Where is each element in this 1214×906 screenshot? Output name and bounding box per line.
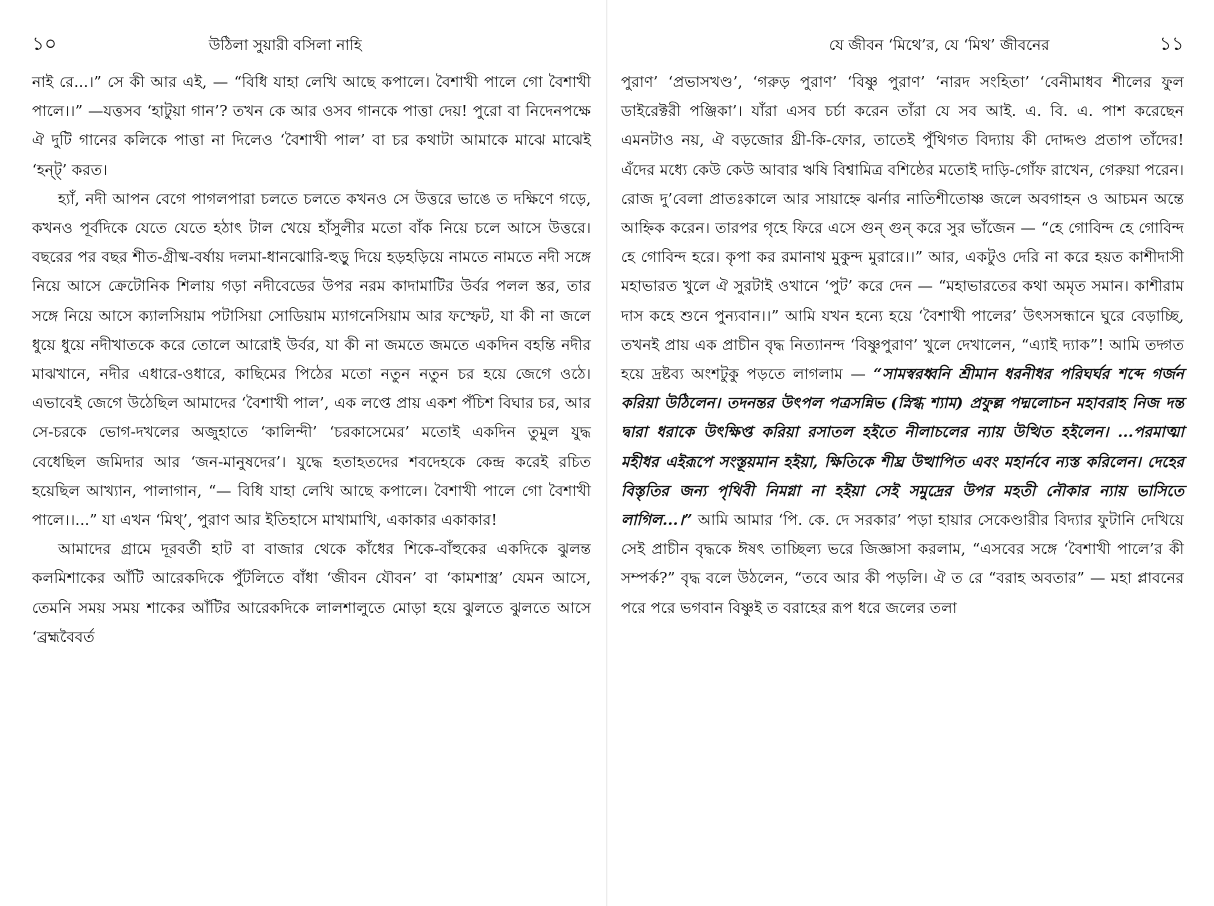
left-page-header <box>32 30 591 64</box>
right-page-header <box>621 30 1184 64</box>
right-page-body <box>621 68 1184 623</box>
paragraph-1 <box>621 68 1184 623</box>
page-number-left: ১০ <box>32 33 57 55</box>
left-page-body <box>32 68 591 652</box>
paragraph-text-continued: আমি আমার ‘পি. কে. দে সরকার’ পড়া হায়ার সেকেণ্ডারীর বিদ্যার ফুটানি দেখিয়ে সেই প্রাচীন বৃদ্ধকে ঈষৎ তাচ্ছিল্য ভরে জিজ্ঞাসা করলাম, “এসবের সঙ্গে ‘বৈশাখী পালে’র কী সম্পর্ক?” বৃদ্ধ বলে উঠলেন, “তবে আর কী পড়লি। ঐ ত রে “বরাহ অবতার” — মহা প্লাবনের পরে পরে ভগবান বিষ্ণুই ত বরাহের রূপ ধরে জলের তলা <box>621 511 1184 617</box>
paragraph-3: আমাদের গ্রামে দূরবর্তী হাট বা বাজার থেকে কাঁধের শিকে-বাঁহুকের একদিকে ঝুলন্ত কলমিশাকের আঁটি আরেকদিকে পুঁটলিতে বাঁধা ‘জীবন যৌবন’ বা ‘কামশাস্ত্র’ যেমন আসে, তেমনি সময় সময় শাকের আঁটির আরেকদিকে লালশালুতে মোড়া হয়ে ঝুলতে ঝুলতে আসে ‘ব্রহ্মবৈবর্ত <box>32 540 591 646</box>
paragraph-1: নাই রে...।” সে কী আর এই, — “বিধি যাহা লেখি আছে কপালে। বৈশাখী পালে গো বৈশাখী পালে।।” —যত্তসব ‘হাটুয়া গান’? তখন কে আর ওসব গানকে পাত্তা দেয়! পুরো বা নিদেনপক্ষে ঐ দুটি গানের কলিকে পাত্তা না দিলেও ‘বৈশাখী পাল’ বা চর কথাটা আমাকে মাঝে মাঝেই ‘হন্ট্’ করত। <box>32 73 591 179</box>
right-page <box>607 0 1214 906</box>
page-number-right: ১১ <box>1159 33 1184 55</box>
running-title-left: উঠিলা সুয়ারী বসিলা নাহি <box>208 36 362 54</box>
running-title-right: যে জীবন ‘মিথে’র, যে ‘মিথ’ জীবনের <box>829 36 1050 54</box>
paragraph-2: হ্যাঁ, নদী আপন বেগে পাগলপারা চলতে চলতে কখনও সে উত্তরে ভাঙে ত দক্ষিণে গড়ে, কখনও পূর্বদিকে যেতে যেতে হঠাৎ টাল খেয়ে হাঁসুলীর মতো বাঁক নিয়ে চলে আসে উত্তরে। বছরের পর বছর শীত-গ্রীষ্ম-বর্ষায় দলমা-ধানঝোরি-হুড়ু দিয়ে হড়হড়িয়ে নামতে নামতে নদী সঙ্গে নিয়ে আসে ক্রেটোনিক শিলায় গড়া নদীবেডের উপর নরম কাদামাটির উর্বর পলল স্তর, তার সঙ্গে নিয়ে আসে ক্যালসিয়াম পটাসিয়া সোডিয়াম ম্যাগনেসিয়াম আর ফস্ফেট, যা কী না জলে ধুয়ে ধুয়ে নদীখাতকে করে তোলে আরোই উর্বর, যা কী না জমতে জমতে একদিন বহন্তি নদীর মাঝখানে, নদীর এধারে-ওধারে, কাছিমের পিঠের মতো নতুন নতুন চর হয়ে জেগে ওঠে। এভাবেই জেগে উঠেছিল আমাদের ‘বৈশাখী পাল’, এক লপ্তে প্রায় একশ পঁচিশ বিঘার চর, আর সে-চরকে ভোগ-দখলের অজুহাতে ‘কালিন্দী’ ‘চরকাসেমের’ মতোই একদিন তুমুল যুদ্ধ বেধেছিল জমিদার আর ‘জন-মানুষদের’। যুদ্ধে হতাহতদের শবদেহকে কেন্দ্র করেই রচিত হয়েছিল আখ্যান, পালাগান, “— বিধি যাহা লেখি আছে কপালে। বৈশাখী পালে গো বৈশাখী পালে।।...” যা এখন ‘মিথ্’, পুরাণ আর ইতিহাসে মাখামাখি, একাকার একাকার! <box>32 189 591 530</box>
purana-quote: “সামস্বরধ্বনি শ্রীমান ধরনীধর পরিঘর্ঘর শব্দে গর্জন করিয়া উঠিলেন। তদনন্তর উৎপল পত্রসন্নিভ (স্নিগ্ধ শ্যাম) প্রফুল্ল পদ্মলোচন মহাবরাহ নিজ দন্ত দ্বারা ধরাকে উৎক্ষিপ্ত করিয়া রসাতল হইতে নীলাচলের ন্যায় উত্থিত হইলেন। ...পরমাত্মা মহীধর এইরূপে সংস্তূয়মান হইয়া, ক্ষিতিকে শীঘ্র উত্থাপিত এবং মহার্নবে ন্যস্ত করিলেন। দেহের বিস্তৃতির জন্য পৃথিবী নিমগ্না না হইয়া সেই সমুদ্রের উপর মহতী নৌকার ন্যায় ভাসিতে লাগিল...।” <box>621 365 1184 530</box>
paragraph-text: পুরাণ’ ‘প্রভাসখণ্ড’, ‘গরুড় পুরাণ’ ‘বিষ্ণু পুরাণ’ ‘নারদ সংহিতা’ ‘বেনীমাধব শীলের ফুল ডাইরেক্টরী পঞ্জিকা’। যাঁরা এসব চর্চা করেন তাঁরা যে সব আই. এ. বি. এ. পাশ করেছেন এমনটাও নয়, ঐ বড়জোর থ্রী-কি-ফোর, তাতেই পুঁথিগত বিদ্যায় কী দোদ্দণ্ড প্রতাপ তাঁদের! এঁদের মধ্যে কেউ কেউ আবার ঋষি বিশ্বামিত্র বশিষ্ঠের মতোই দাড়ি-গোঁফ রাখেন, গেরুয়া পরেন। রোজ দু’বেলা প্রাতঃকালে আর সায়াহ্নে ঝর্নার নাতিশীতোষ্ণ জলে অবগাহন ও আচমন অন্তে আহ্নিক করেন। তারপর গৃহে ফিরে এসে গুন্ গুন্ করে সুর ভাঁজেন — “হে গোবিন্দ হে গোবিন্দ হে গোবিন্দ হরে। কৃপা কর রমানাথ মুকুন্দ মুরারে।।” আর, একটুও দেরি না করে হয়ত কাশীদাসী মহাভারত খুলে ঐ সুরটাই ওখানে ‘পুট’ করে দেন — “মহাভারতের কথা অমৃত সমান। কাশীরাম দাস কহে শুনে পুন্যবান।।” আমি যখন হন্যে হয়ে ‘বৈশাখী পালের’ উৎসসন্ধানে ঘুরে বেড়াচ্ছি, তখনই প্রায় এক প্রাচীন বৃদ্ধ নিত্যানন্দ ‘বিষ্ণুপুরাণ’ খুলে দেখালেন, “এ্যাই দ্যাক”! আমি তদ্গত হয়ে দ্রষ্টব্য অংশটুকু পড়তে লাগলাম — <box>621 73 1184 384</box>
